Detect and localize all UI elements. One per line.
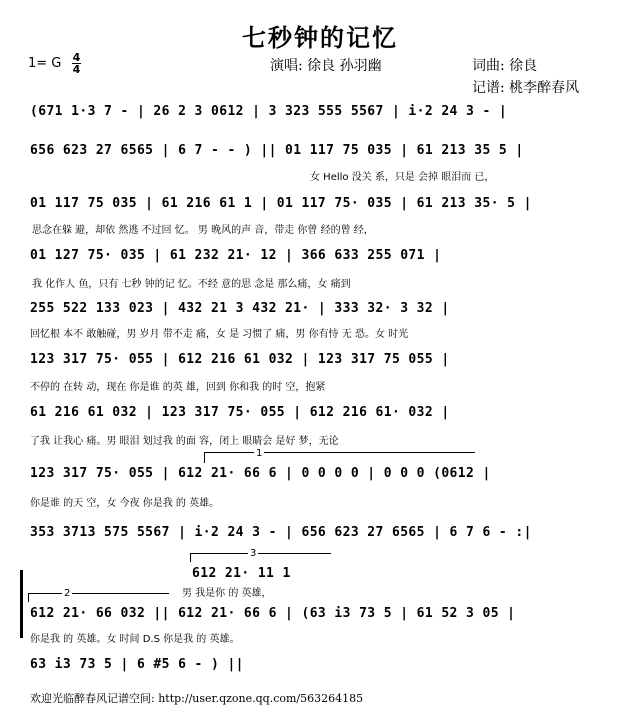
lyricist-composer: 词曲: 徐良 [472,58,538,74]
volta-number: 1 [256,448,263,459]
volta-number: 3 [250,548,257,559]
lyrics-line: 你是谁 的天 空，女 今夜 你是我 的 英雄。 [30,498,220,509]
notation-line: 123 317 75· 055 | 612 216 61 032 | 123 317 75 055 | [30,352,450,367]
notation-line: 353 3713 575 5567 | i·2 24 3 - | 656 623 27 6565 | 6 7 6 - :| [30,525,532,540]
thick-barline [20,570,23,638]
lyrics-line: 不停的 在转 动，现在 你是谁 的英 雄，回到 你和我 的时 空，抱紧 [30,382,326,393]
notation-line: 612 21· 66 032 || 612 21· 66 6 | (63 i3 73 5 | 61 52 3 05 | [30,606,516,621]
volta-bracket [190,553,331,562]
notation-line: 123 317 75· 055 | 612 21· 66 6 | 0 0 0 0 | 0 0 0 (0612 | [30,466,491,481]
lyrics-line: 男 我是你 的 英雄， [182,588,272,599]
volta-bracket [204,452,475,463]
lyrics-line: 你是我 的 英雄。女 时间 D.S 你是我 的 英雄。 [30,634,240,645]
notation-line: 255 522 133 023 | 432 21 3 432 21· | 333 32· 3 32 | [30,301,450,316]
lyrics-line: 了我 让我心 痛。男 眼泪 划过我 的面 容，闭上 眼睛会 是好 梦，无论 [30,436,339,447]
key-signature: 1= G [28,56,62,71]
notation-line: 61 216 61 032 | 123 317 75· 055 | 612 216 61· 032 | [30,405,450,420]
lyrics-line: 女 Hello 没关 系，只是 会掉 眼泪而 已， [310,172,495,183]
time-signature [72,52,81,75]
notation-line: 656 623 27 6565 | 6 7 - - ) || 01 117 75 035 | 61 213 35 5 | [30,143,524,158]
notation-line: 01 127 75· 035 | 61 232 21· 12 | 366 633 255 071 | [30,248,442,263]
footer-text: 欢迎光临醉春风记谱空间: http://user.qzone.qq.com/563264185 [30,692,364,705]
transcriber: 记谱: 桃李醉春风 [472,80,580,96]
time-signature-top: 4 [72,51,81,64]
lyrics-line: 我 化作人 鱼，只有 七秒 钟的记 忆。不经 意的思 念是 那么痛，女 痛到 [32,279,351,290]
notation-line: 612 21· 11 1 [192,566,291,581]
volta-number: 2 [64,588,71,599]
notation-line: 01 117 75 035 | 61 216 61 1 | 01 117 75· 035 | 61 213 35· 5 | [30,196,532,211]
lyrics-line: 思念在躲 避，却依 然逃 不过回 忆。 男 晚风的声 音，带走 你曾 经的曾 经， [32,225,374,236]
lyrics-line: 回忆根 本不 敢触碰，男 岁月 带不走 痛，女 是 习惯了 痛，男 你有恃 无 恐。女 时光 [30,329,409,340]
volta-bracket [28,593,169,602]
notation-line: (671 1·3 7 - | 26 2 3 0612 | 3 323 555 5567 | i·2 24 3 - | [30,104,508,119]
singers: 演唱: 徐良 孙羽幽 [270,58,382,74]
notation-line: 63 i3 73 5 | 6 #5 6 - ) || [30,657,244,672]
time-signature-bottom: 4 [72,63,81,76]
page-title: 七秒钟的记忆 [242,23,398,52]
